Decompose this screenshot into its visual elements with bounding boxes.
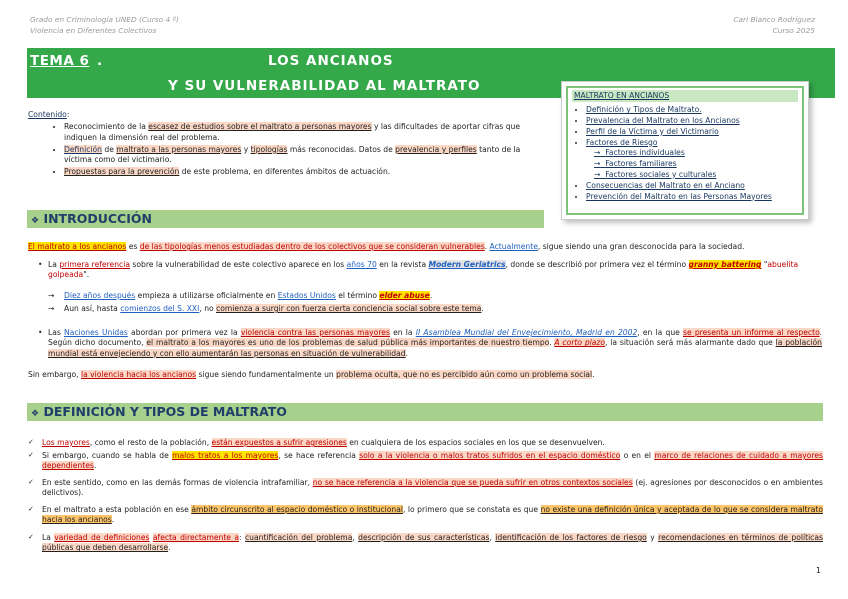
check-icon: ✓ [28,451,34,459]
contents-item: • Reconocimiento de la escasez de estudios sobre el maltrato a personas mayores y las dificultades de aportar cifras que indiquen la dimensión real del problema. [64,122,548,143]
intro-conclusion: Sin embargo, la violencia hacia los ancianos sigue siendo fundamentalmente un problema oculta, que no es percibido aún como un problema social. [28,370,595,379]
definition-item: Los mayores, como el resto de la población, están expuestos a sufrir agresiones en cualquiera de los espacios sociales en los que se desenvuelven. [42,438,605,447]
check-icon: ✓ [28,505,34,513]
course-header [30,15,179,36]
toc-item[interactable]: • Factores de Riesgo [586,138,798,149]
title-line-1: LOS ANCIANOS [268,53,394,69]
arrow-icon: → [594,159,601,169]
toc-item[interactable]: • Prevención del Maltrato en las Personas Mayores [586,192,798,203]
section-title: INTRODUCCIÓN [43,211,152,226]
intro-bullet: La primera referencia sobre la vulnerabilidad de este colectivo aparece en los años 70 en la revista Modern Geriatrics, donde se describió por primera vez el término granny battering "abuelita golpeada". [48,260,799,280]
diamond-icon: ❖ [31,216,40,226]
toc-item[interactable]: • Prevalencia del Maltrato en los Ancianos [586,116,798,127]
intro-subpoint: Aun así, hasta comienzos del S. XXI, no comienza a surgir con fuerza cierta conciencia social sobre este tema. [64,304,484,313]
toc-item[interactable]: • Consecuencias del Maltrato en el Anciano [586,181,798,192]
section-header-introduccion [27,210,544,228]
subject-name: Violencia en Diferentes Colectivos [30,25,157,35]
contents-label: Contenido [28,110,67,119]
author-header [733,15,815,36]
diamond-icon: ❖ [31,409,40,419]
check-icon: ✓ [28,533,34,541]
intro-subpoint: Diez años después empieza a utilizarse oficialmente en Estados Unidos el término elder abuse. [64,291,433,300]
toc-subitem[interactable]: → Factores familiares [594,159,677,169]
tema-label: TEMA 6 [30,53,90,69]
intro-paragraph: El maltrato a los ancianos es de las tipologías menos estudiadas dentro de los colectivos que se consideran vulnerables. Actualmente, sigue siendo una gran desconocida para la sociedad. [28,242,745,251]
section-header-definicion [27,403,823,421]
check-icon: ✓ [28,478,34,486]
tema-dot: . [97,53,103,69]
toc-item[interactable]: • Perfil de la Víctima y del Victimario [586,127,798,138]
section-title: DEFINICIÓN Y TIPOS DE MALTRATO [43,404,287,419]
check-icon: ✓ [28,438,34,446]
toc-box [561,81,809,220]
toc-title: MALTRATO EN ANCIANOS [572,90,798,102]
arrow-icon: → [594,169,601,179]
course-year: Curso 2025 [772,25,815,35]
author-name: Cari Blanco Rodríguez [733,15,815,24]
contents-section: Contenido: • Reconocimiento de la escasez de estudios sobre el maltrato a personas mayores y las dificultades de aportar cifras que indiquen la dimensión real del problema. • Definición de maltrato a las personas mayores y tipologías más reconocidas. Datos de prevalencia y perfiles tanto de la víctima como del victimario. • Propuestas para la prevención de este problema, en diferentes ámbitos de actuación. [28,110,548,180]
arrow-icon: → [48,291,55,300]
toc-subitem[interactable]: → Factores individuales [594,148,685,158]
contents-item: • Propuestas para la prevención de este problema, en diferentes ámbitos de actuación. [64,167,548,177]
definition-item: Si embargo, cuando se habla de malos tratos a los mayores, se hace referencia solo a la violencia o malos tratos sufridos en el espacio doméstico o en el marco de relaciones de cuidado a mayores dependientes. [42,451,823,471]
definition-item: En el maltrato a esta población en ese ámbito circunscrito al espacio doméstico o institucional, lo primero que se constata es que no existe una definición única y aceptada de lo que se considera maltrato hacia los ancianos. [42,505,824,525]
page-number: 1 [815,566,821,575]
definition-item: La variedad de definiciones afecta directamente a: cuantificación del problema, descripción de sus características, identificación de los factores de riesgo y recomendaciones en términos de políticas públicas que deben desarrollarse. [42,533,823,553]
toc-item[interactable]: • Definición y Tipos de Maltrato. [586,105,798,116]
contents-item: • Definición de maltrato a las personas mayores y tipologías más reconocidas. Datos de prevalencia y perfiles tanto de la víctima como del victimario. [64,145,548,166]
course-name: Grado en Criminología UNED (Curso 4 º) [30,15,179,24]
bullet-icon: • [38,328,43,337]
arrow-icon: → [48,304,55,313]
toc-subitem[interactable]: → Factores sociales y culturales [594,169,717,179]
title-line-2: Y SU VULNERABILIDAD AL MALTRATO [168,78,481,94]
definition-item: En este sentido, como en las demás formas de violencia intrafamiliar, no se hace referencia a la violencia que se pueda sufrir en otros contextos sociales (ej. agresiones por desconocidos o en ambientes delictivos). [42,478,823,498]
arrow-icon: → [594,148,601,158]
bullet-icon: • [38,260,43,269]
intro-bullet: Las Naciones Unidas abordan por primera vez la violencia contra las personas mayores en la II Asamblea Mundial del Envejecimiento, Madrid en 2002, en la que se presenta un informe al respecto. Según dicho documento, el maltrato a los mayores es uno de los problemas de salud pública más importantes de nuestro tiempo. A corto plazo, la situación será más alarmante dado que la población mundial está envejeciendo y con ello aumentarán las personas en situación de vulnerabilidad. [48,328,822,358]
